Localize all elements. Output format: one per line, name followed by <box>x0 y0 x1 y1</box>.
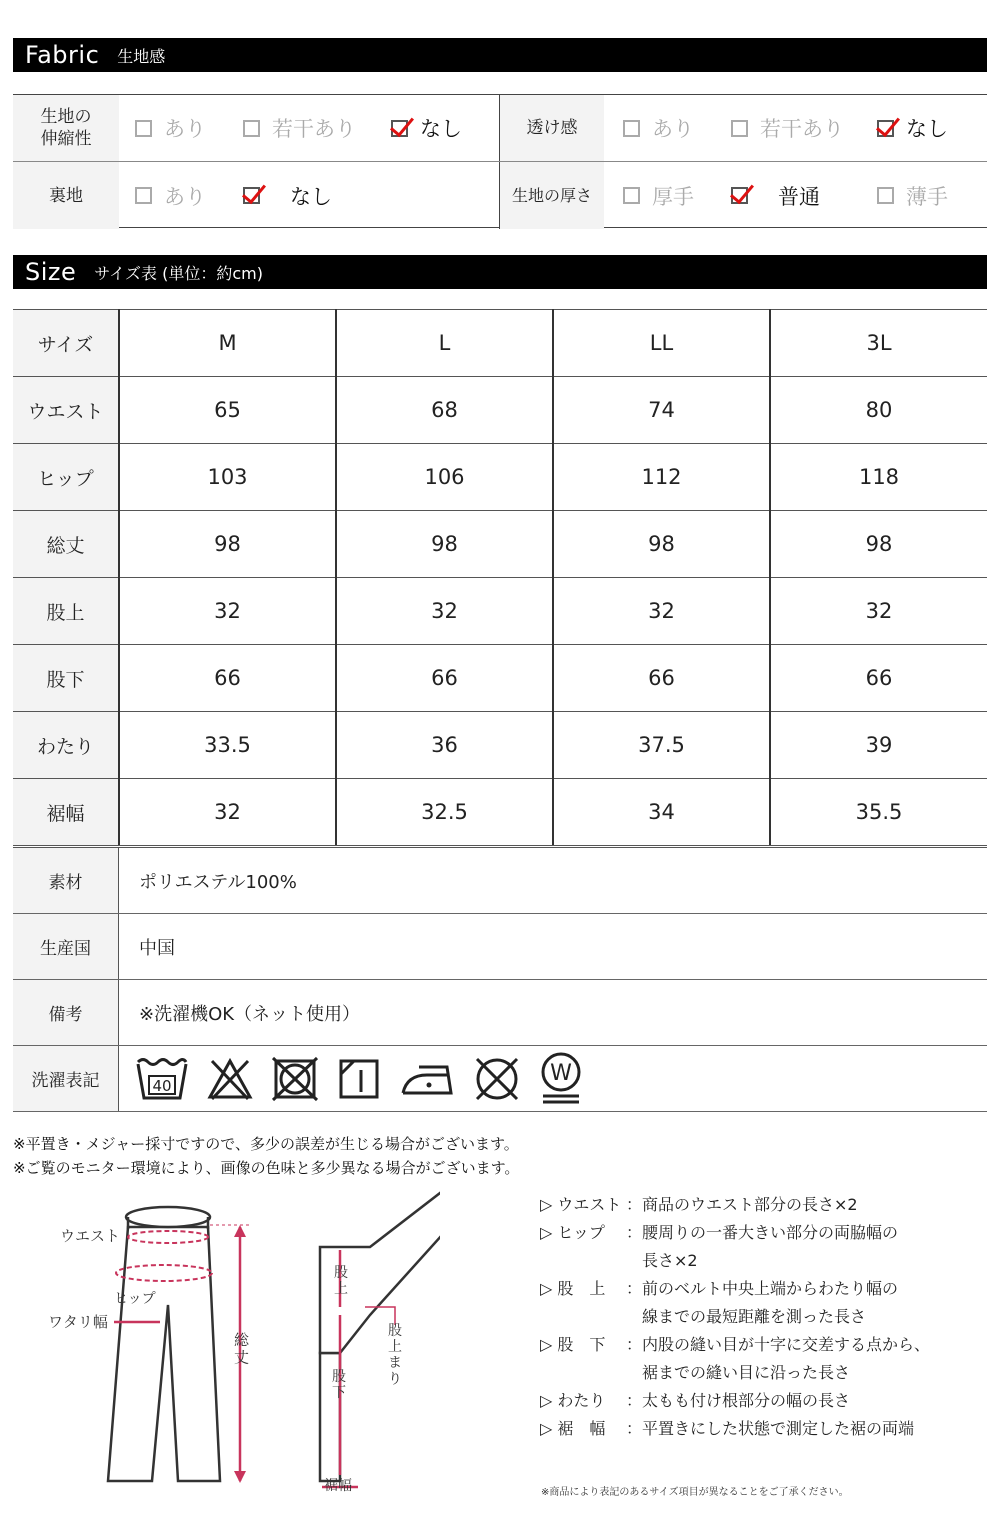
table-cell: 37.5 <box>553 712 770 779</box>
size-col-header: LL <box>553 310 770 377</box>
table-cell: 66 <box>553 645 770 712</box>
line-dry-shade-icon <box>337 1056 381 1102</box>
checkbox-icon <box>623 120 640 137</box>
stretch-option-slight: 若干あり <box>243 95 356 161</box>
length-label: 総丈 <box>234 1331 250 1367</box>
table-cell: 98 <box>553 511 770 578</box>
table-cell: 34 <box>553 779 770 846</box>
thickness-label: 生地の厚さ <box>500 162 604 229</box>
inseam-label: 股下 <box>332 1369 346 1402</box>
stretch-label: 生地の 伸縮性 <box>13 95 119 161</box>
lining-label: 裏地 <box>13 162 119 229</box>
remarks-value: ※洗濯機OK（ネット使用） <box>139 1003 361 1025</box>
size-title-en: Size <box>25 258 77 286</box>
row-label: 股下 <box>13 645 119 712</box>
table-cell: 80 <box>770 377 987 444</box>
thickness-option-thick: 厚手 <box>623 162 694 229</box>
rise-label: 股上 <box>334 1265 348 1298</box>
stretch-option-none: なし <box>391 95 462 161</box>
row-label: 股上 <box>13 578 119 645</box>
fabric-table <box>13 94 987 228</box>
table-cell: 35.5 <box>770 779 987 846</box>
table-cell: 98 <box>336 511 553 578</box>
checkbox-icon <box>623 187 640 204</box>
table-cell: 66 <box>119 645 336 712</box>
fabric-row-2 <box>13 162 987 229</box>
table-row <box>13 578 987 645</box>
footnote: ※商品により表記のあるサイズ項目が異なることをご了承ください。 <box>541 1487 849 1498</box>
table-cell: 65 <box>119 377 336 444</box>
size-table <box>13 309 987 846</box>
table-cell: 106 <box>336 444 553 511</box>
table-row <box>13 511 987 578</box>
checkbox-icon <box>135 120 152 137</box>
origin-value: 中国 <box>139 937 175 959</box>
size-corner-label: サイズ <box>13 310 119 377</box>
fabric-title-en: Fabric <box>25 41 100 69</box>
wash-40-icon <box>135 1054 189 1104</box>
stretch-option-yes: あり <box>135 95 206 161</box>
lining-option-none: なし <box>243 162 332 229</box>
size-section-header <box>13 255 987 289</box>
thigh-label: ワタリ幅 <box>48 1313 108 1331</box>
row-label: ウエスト <box>13 377 119 444</box>
thickness-option-normal: 普通 <box>731 162 820 229</box>
table-cell: 98 <box>770 511 987 578</box>
size-col-header: L <box>336 310 553 377</box>
fabric-title-jp: 生地感 <box>117 46 166 66</box>
checkbox-icon <box>243 120 260 137</box>
hem-label: 裾幅 <box>324 1478 352 1494</box>
table-cell: 32 <box>119 578 336 645</box>
size-title-jp: サイズ表 (単位：約cm) <box>94 263 263 283</box>
table-cell: 66 <box>336 645 553 712</box>
size-col-header: M <box>119 310 336 377</box>
table-row <box>13 712 987 779</box>
care-icons <box>119 1046 583 1111</box>
table-cell: 32 <box>336 578 553 645</box>
care-label: 洗濯表記 <box>13 1046 119 1111</box>
thickness-option-thin: 薄手 <box>877 162 948 229</box>
material-row <box>13 848 987 914</box>
table-cell: 112 <box>553 444 770 511</box>
table-cell: 32 <box>770 578 987 645</box>
row-label: 裾幅 <box>13 779 119 846</box>
pants-front-outline <box>108 1227 220 1481</box>
row-label: ヒップ <box>13 444 119 511</box>
table-cell: 103 <box>119 444 336 511</box>
waist-label: ウエスト <box>60 1227 121 1245</box>
checked-checkbox-icon <box>731 187 748 204</box>
checkbox-icon <box>731 120 748 137</box>
remarks-row <box>13 980 987 1046</box>
table-cell: 68 <box>336 377 553 444</box>
table-cell: 32 <box>119 779 336 846</box>
origin-label: 生産国 <box>13 914 119 979</box>
care-row <box>13 1046 987 1112</box>
note-line: ※平置き・メジャー採寸ですので、多少の誤差が生じる場合がございます。 <box>13 1135 519 1153</box>
table-cell: 74 <box>553 377 770 444</box>
table-cell: 32 <box>553 578 770 645</box>
table-cell: 32.5 <box>336 779 553 846</box>
table-row <box>13 779 987 846</box>
measurement-notes <box>13 1132 519 1180</box>
table-cell: 98 <box>119 511 336 578</box>
table-cell: 66 <box>770 645 987 712</box>
checkbox-icon <box>877 187 894 204</box>
table-cell: 33.5 <box>119 712 336 779</box>
sheer-label: 透け感 <box>500 95 604 161</box>
table-row <box>13 377 987 444</box>
sheer-option-slight: 若干あり <box>731 95 844 161</box>
table-row <box>13 444 987 511</box>
wash-temp: 40 <box>152 1076 172 1095</box>
iron-low-icon <box>399 1059 455 1099</box>
wet-clean-letter: W <box>550 1060 572 1086</box>
hip-label: ヒップ <box>114 1291 156 1307</box>
lining-option-yes: あり <box>135 162 206 229</box>
checked-checkbox-icon <box>391 120 408 137</box>
table-row <box>13 645 987 712</box>
row-label: わたり <box>13 712 119 779</box>
material-value: ポリエステル100% <box>139 871 297 893</box>
table-cell: 36 <box>336 712 553 779</box>
origin-row <box>13 914 987 980</box>
fabric-section-header <box>13 38 987 72</box>
no-dry-clean-icon <box>473 1055 521 1103</box>
waistband-shape <box>126 1207 210 1227</box>
note-line: ※ご覧のモニター環境により、画像の色味と多少異なる場合がございます。 <box>13 1159 520 1177</box>
wet-clean-icon <box>539 1051 583 1107</box>
product-info-table <box>13 845 987 1112</box>
table-cell: 118 <box>770 444 987 511</box>
size-header-row <box>13 310 987 377</box>
material-label: 素材 <box>13 848 119 913</box>
checked-checkbox-icon <box>877 120 894 137</box>
no-tumble-dry-icon <box>271 1056 319 1102</box>
size-col-header: 3L <box>770 310 987 377</box>
rise-end-label: 股上まり <box>388 1323 402 1388</box>
sheer-option-none: なし <box>877 95 948 161</box>
fabric-row-1 <box>13 95 987 162</box>
sheer-option-yes: あり <box>623 95 694 161</box>
row-label: 総丈 <box>13 511 119 578</box>
no-bleach-icon <box>207 1056 253 1102</box>
remarks-label: 備考 <box>13 980 119 1045</box>
measurement-diagram <box>40 1185 440 1495</box>
checked-checkbox-icon <box>243 187 260 204</box>
checkbox-icon <box>135 187 152 204</box>
table-cell: 39 <box>770 712 987 779</box>
